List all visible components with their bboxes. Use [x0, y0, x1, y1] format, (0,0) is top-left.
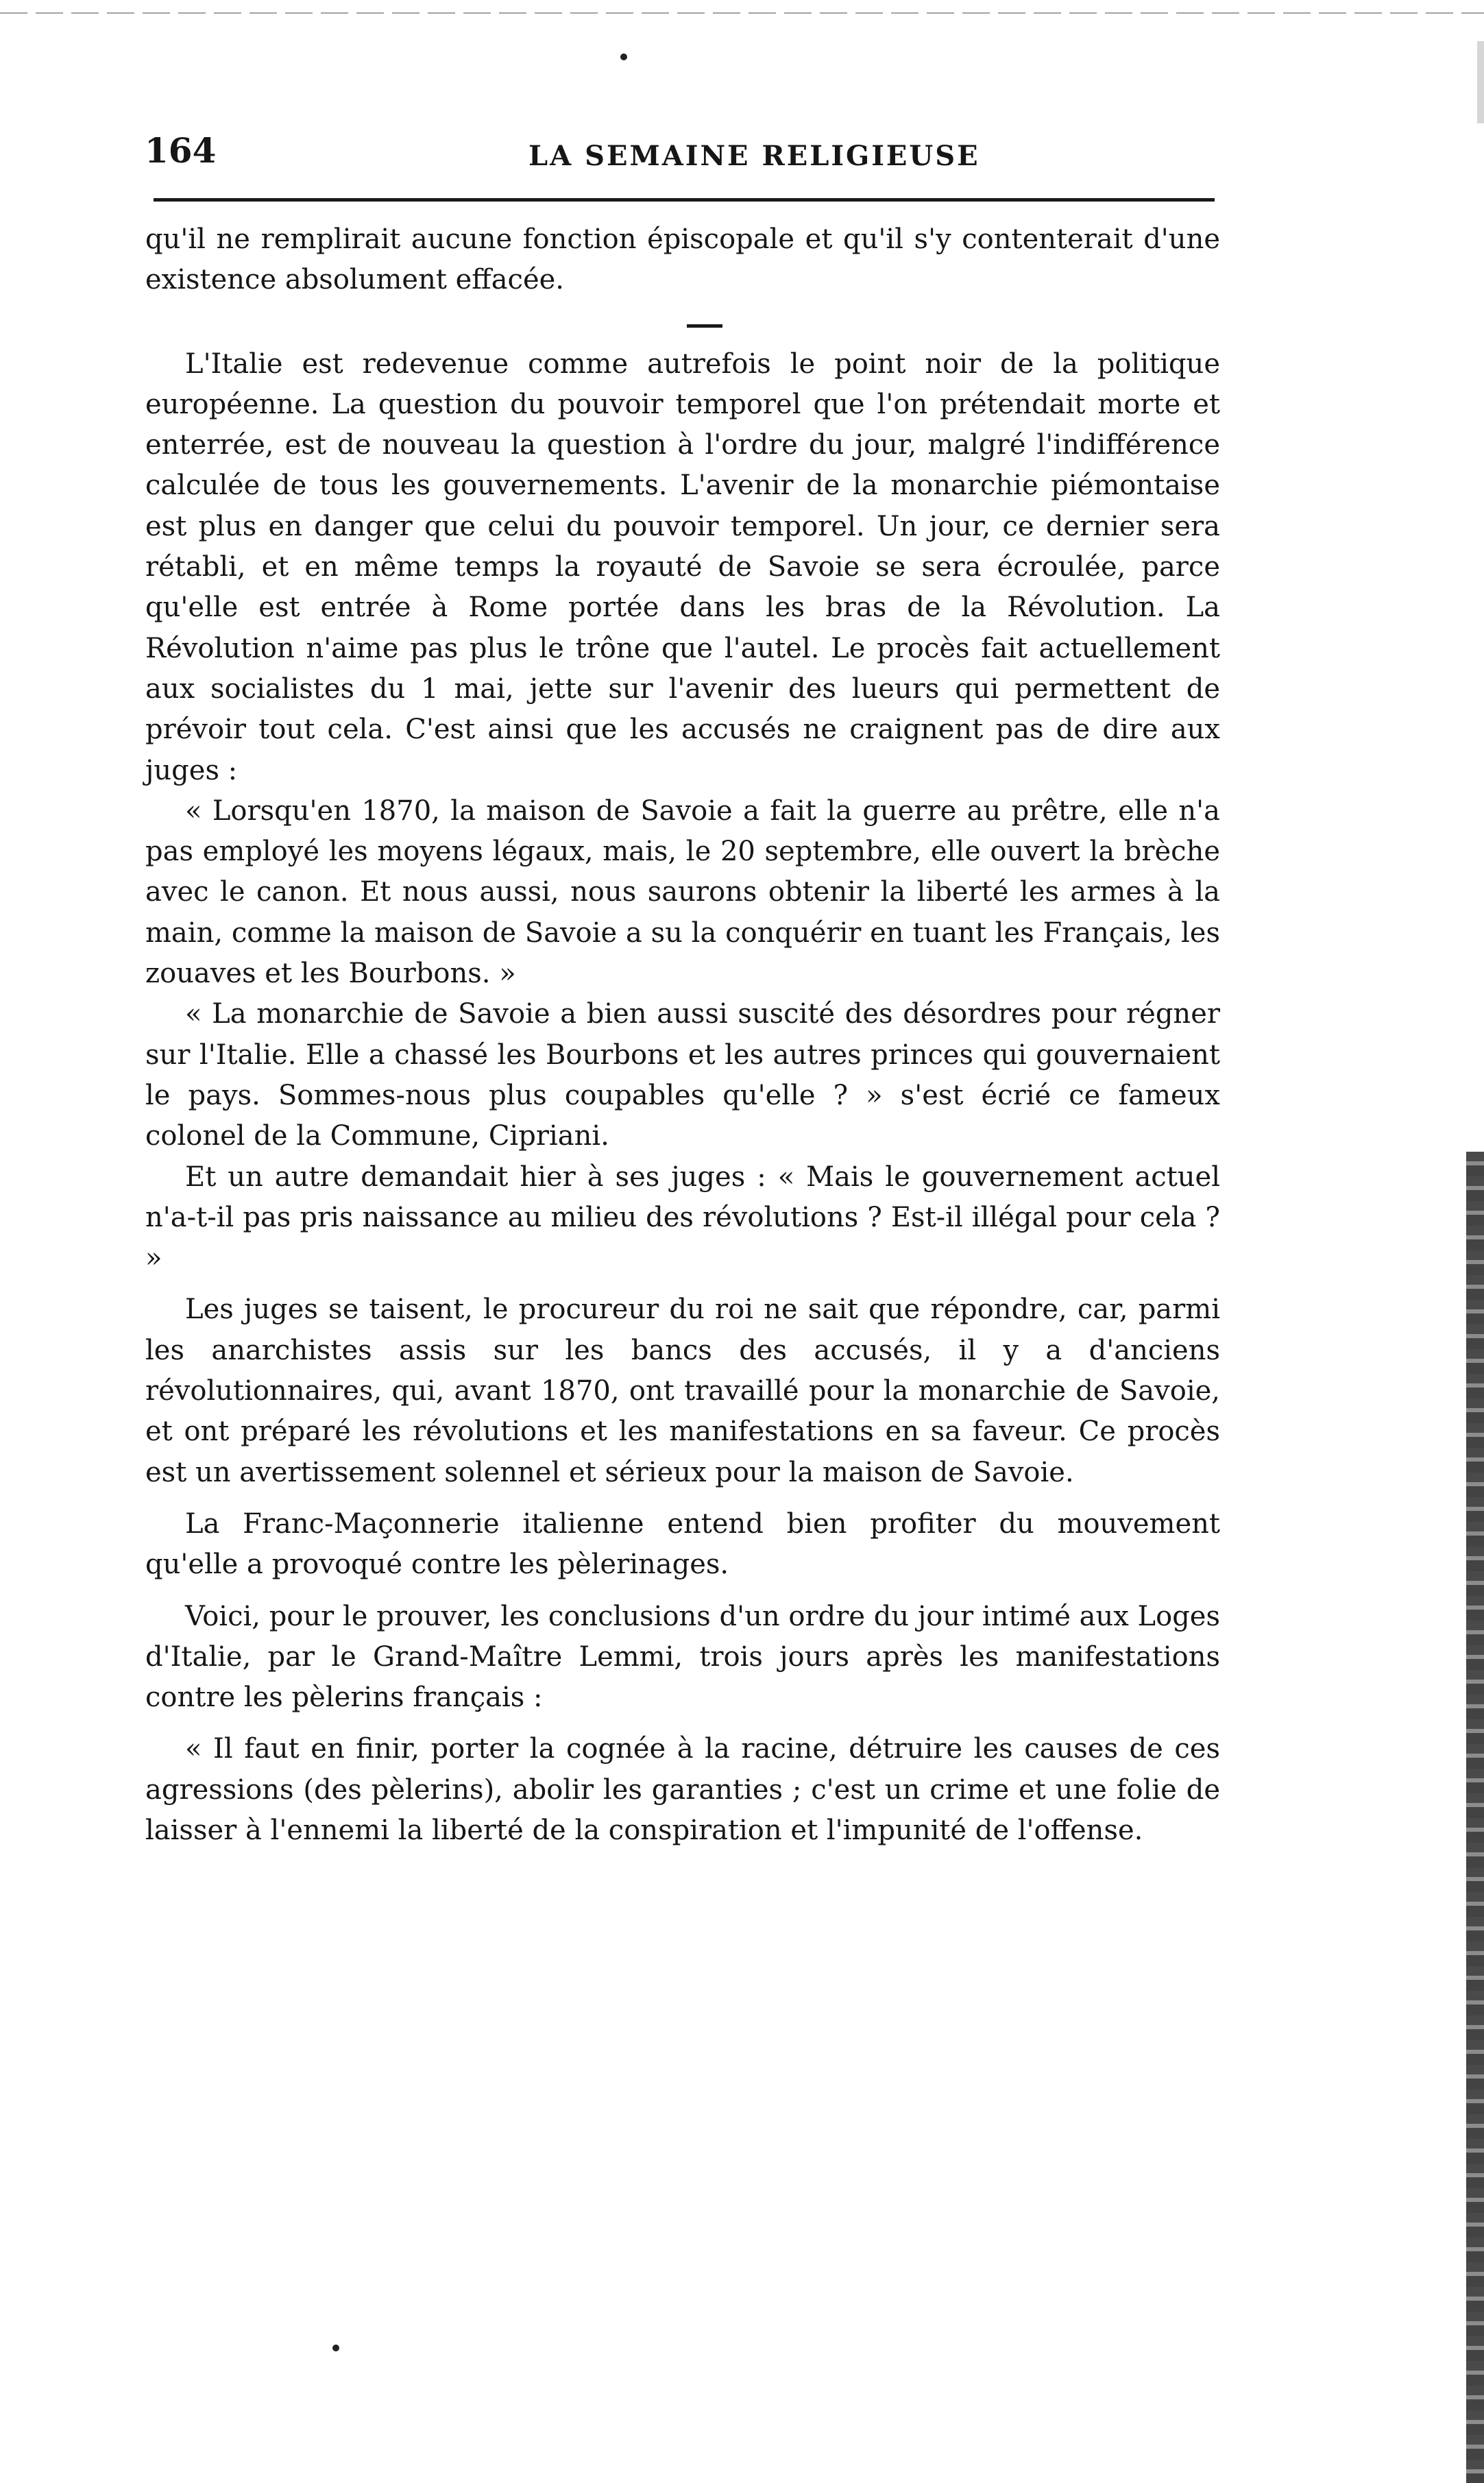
quote-paragraph: « Il faut en finir, porter la cognée à la racine, détruire les causes de ces agressions (des pèlerins), abolir les garanties ; c'est un crime et une folie de laisser à l'ennemi la liberté de la conspiration et l'impunité de l'offense. — [145, 1733, 1220, 1846]
paragraph: L'Italie est redevenue comme autrefois le point noir de la politique européenne. La question du pouvoir temporel que l'on prétendait morte et enterrée, est de nouveau la question à l'ordre du jour, malgré l'indifférence calculée de tous les gouvernements. L'avenir de la monarchie piémontaise est plus en danger que celui du pouvoir temporel. Un jour, ce dernier sera rétabli, et en même temps la royauté de Savoie se sera écroulée, parce qu'elle est entrée à Rome portée dans les bras de la Révolution. La Révolution n'aime pas plus le trône que l'autel. Le procès fait actuellement aux socialistes du 1 mai, jette sur l'avenir des lueurs qui permettent de prévoir tout cela. C'est ainsi que les accusés ne craignent pas de dire aux juges : — [145, 348, 1220, 786]
print-speck — [620, 53, 627, 60]
scan-edge-top — [1477, 41, 1484, 123]
header-rule — [154, 198, 1215, 202]
page-number: 164 — [145, 130, 217, 171]
paragraph: Voici, pour le prouver, les conclusions d'un ordre du jour intimé aux Loges d'Italie, par le Grand-Maître Lemmi, trois jours après les manifestations contre les pèlerins français : — [145, 1600, 1220, 1714]
body-text — [145, 219, 1220, 1851]
page-top-edge — [0, 12, 1484, 14]
section-separator — [687, 324, 722, 328]
paragraph: La Franc-Maçonnerie italienne entend bien profiter du mouvement qu'elle a provoqué contre les pèlerinages. — [145, 1507, 1220, 1581]
print-speck — [332, 2345, 339, 2351]
scan-edge-right — [1466, 1152, 1484, 2483]
paragraph: Et un autre demandait hier à ses juges : « Mais le gouvernement actuel n'a-t-il pas pris naissance au milieu des révolutions ? Est-il illégal pour cela ? » — [145, 1161, 1220, 1274]
quote-paragraph: « La monarchie de Savoie a bien aussi suscité des désordres pour régner sur l'Italie. Elle a chassé les Bourbons et les autres princes qui gouvernaient le pays. Sommes-nous plus coupables qu'elle ? » s'est écrié ce fameux colonel de la Commune, Cipriani. — [145, 998, 1220, 1152]
paragraph: qu'il ne remplirait aucune fonction épiscopale et qu'il s'y contenterait d'une existence absolument effacée. — [145, 223, 1220, 296]
running-head: LA SEMAINE RELIGIEUSE — [528, 140, 980, 172]
quote-paragraph: « Lorsqu'en 1870, la maison de Savoie a fait la guerre au prêtre, elle n'a pas employé les moyens légaux, mais, le 20 septembre, elle ouvert la brèche avec le canon. Et nous aussi, nous saurons obtenir la liberté les armes à la main, comme la maison de Savoie a su la conquérir en tuant les Français, les zouaves et les Bourbons. » — [145, 795, 1220, 990]
paragraph: Les juges se taisent, le procureur du roi ne sait que répondre, car, parmi les anarchistes assis sur les bancs des accusés, il y a d'anciens révolutionnaires, qui, avant 1870, ont travaillé pour la monarchie de Savoie, et ont préparé les révolutions et les manifestations en sa faveur. Ce procès est un avertissement solennel et sérieux pour la maison de Savoie. — [145, 1294, 1220, 1488]
page-header — [145, 130, 1214, 178]
